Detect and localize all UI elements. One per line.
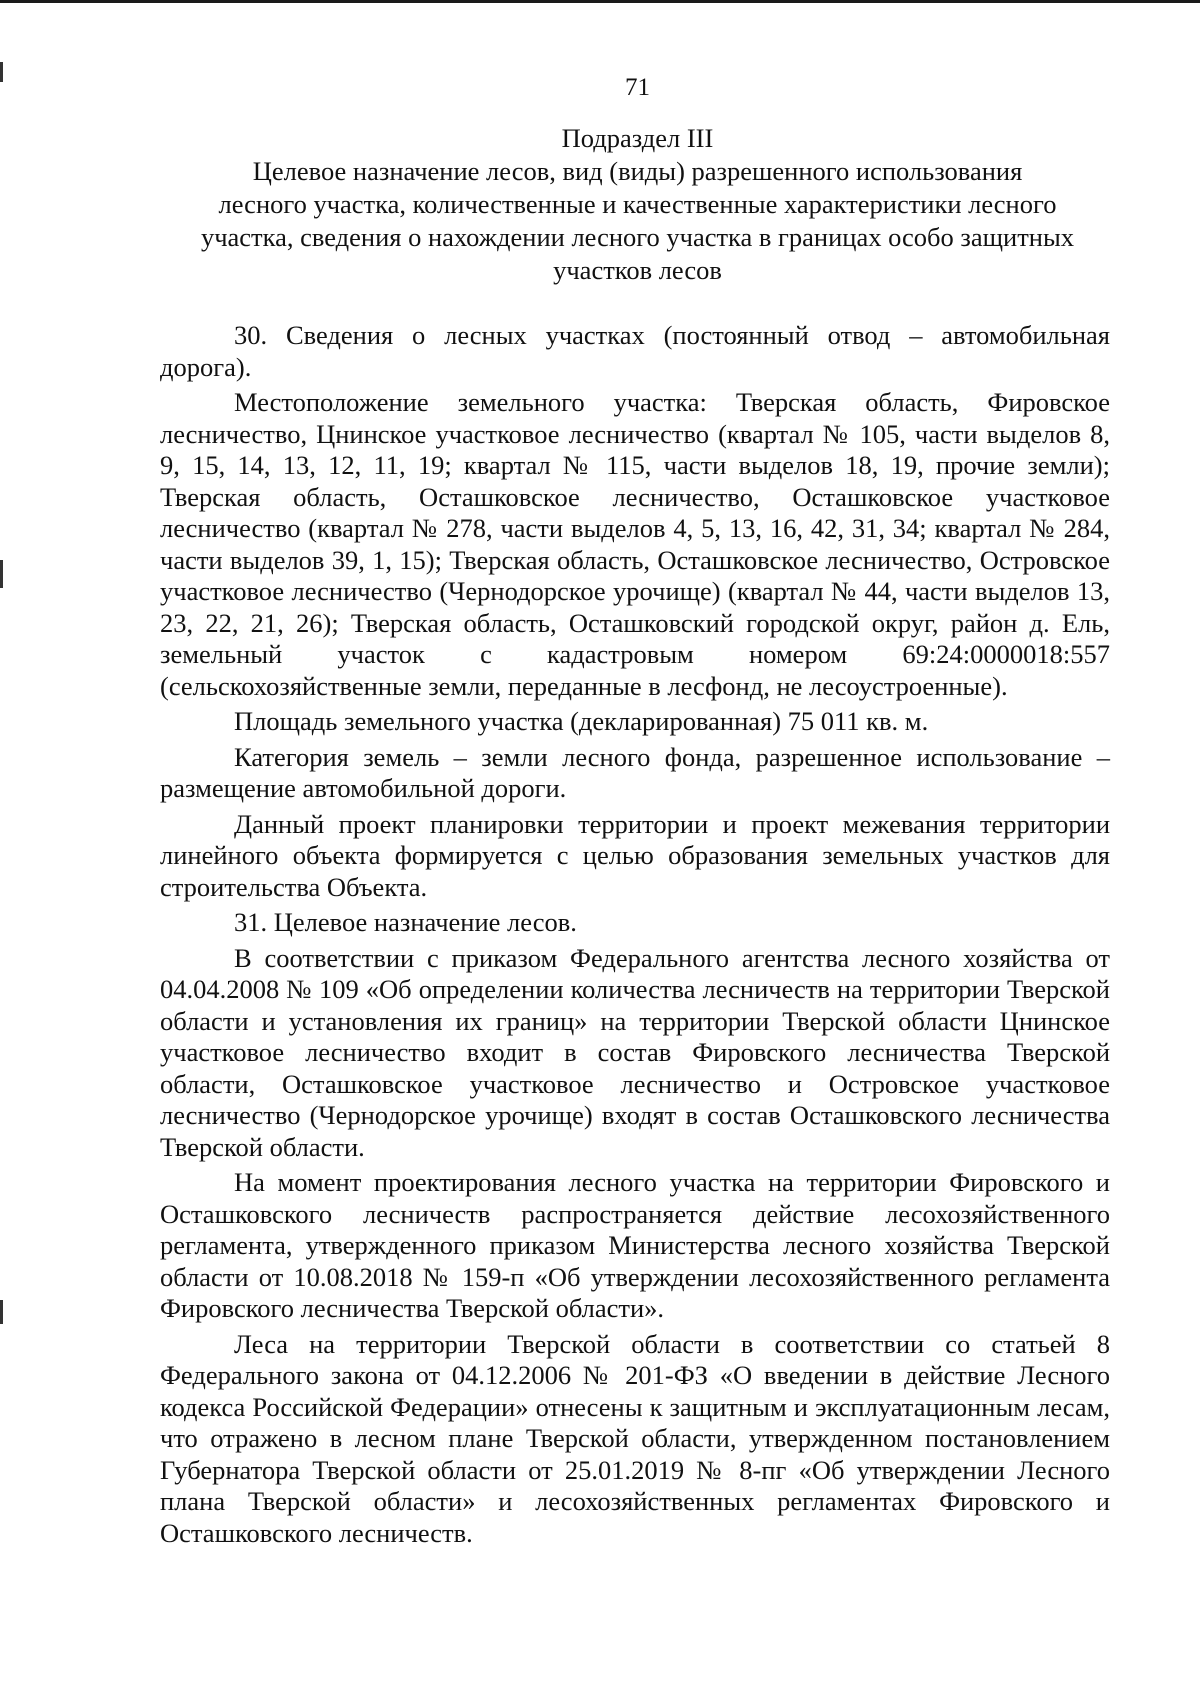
paragraph-location: Местоположение земельного участка: Тверская область, Фировское лесничество, Цнинское участковое лесничество (квартал № 105, части выделов 8, 9, 15, 14, 13, 12, 11, 19; квартал № 115, части выделов 18, 19, прочие земли); Тверская область, Осташковское лесничество, Осташковское участковое лесничество (квартал № 278, части выделов 4, 5, 13, 16, 42, 31, 34; квартал № 284, части выделов 39, 1, 15); Тверская область, Осташковское лесничество, Островское участковое лесничество (Чернодорское урочище) (квартал № 44, части выделов 13, 23, 22, 21, 26); Тверская область, Осташковский городской округ, район д. Ель, земельный участок с кадастровым номером 69:24:0000018:557 (сельскохозяйственные земли, переданные в лесфонд, не лесоустроенные).: [160, 387, 1110, 701]
paragraph-forest-purpose-heading: 31. Целевое назначение лесов.: [234, 907, 577, 937]
paragraph-forest-classification: Леса на территории Тверской области в соответствии со статьей 8 Федерального закона от 04.12.2006 № 201-ФЗ «О введении в действие Лесного кодекса Российской Федерации» отнесены к защитным и эксплуатационным лесам, что отражено в лесном плане Тверской области, утвержденном постановлением Губернатора Тверской области от 25.01.2019 № 8-пг «Об утверждении Лесного плана Тверской области» и лесохозяйственных регламентах Фировского и Осташковского лесничеств.: [160, 1328, 1110, 1548]
paragraph-project-purpose: Данный проект планировки территории и проект межевания территории линейного объекта формируется с целью образования земельных участков для строительства Объекта.: [160, 808, 1110, 902]
document-body: [160, 320, 1110, 1553]
paragraph-forestry-order: В соответствии с приказом Федерального агентства лесного хозяйства от 04.04.2008 № 109 «Об определении количества лесничеств на территории Тверской области и установления их границ» на территории Тверской области Цнинское участковое лесничество входит в состав Фировского лесничества Тверской области, Осташковское участковое лесничество и Островское участковое лесничество (Чернодорское урочище) входят в состав Осташковского лесничества Тверской области.: [160, 942, 1110, 1162]
paragraph-land-category: Категория земель – земли лесного фонда, разрешенное использование – размещение автомобильной дороги.: [160, 741, 1110, 803]
section-heading: [150, 122, 1125, 287]
subsection-label: Подраздел III: [561, 123, 714, 153]
heading-line: лесного участка, количественные и качественные характеристики лесного: [218, 189, 1057, 219]
paragraph-forest-plots-info: 30. Сведения о лесных участках (постоянный отвод – автомобильная дорога).: [160, 320, 1110, 382]
heading-line: участка, сведения о нахождении лесного участка в границах особо защитных: [200, 222, 1075, 252]
heading-line: Целевое назначение лесов, вид (виды) разрешенного использования: [252, 156, 1023, 186]
page-number: 71: [625, 74, 650, 101]
scan-left-mark: [0, 560, 3, 588]
paragraph-area: Площадь земельного участка (декларированная) 75 011 кв. м.: [234, 706, 929, 736]
scan-top-edge: [0, 0, 1200, 3]
heading-line: участков лесов: [553, 255, 722, 285]
scan-left-mark: [0, 1300, 3, 1324]
paragraph-forestry-regulation: На момент проектирования лесного участка на территории Фировского и Осташковского лесничеств распространяется действие лесохозяйственного регламента, утвержденного приказом Министерства лесного хозяйства Тверской области от 10.08.2018 № 159-п «Об утверждении лесохозяйственного регламента Фировского лесничества Тверской области».: [160, 1167, 1110, 1323]
